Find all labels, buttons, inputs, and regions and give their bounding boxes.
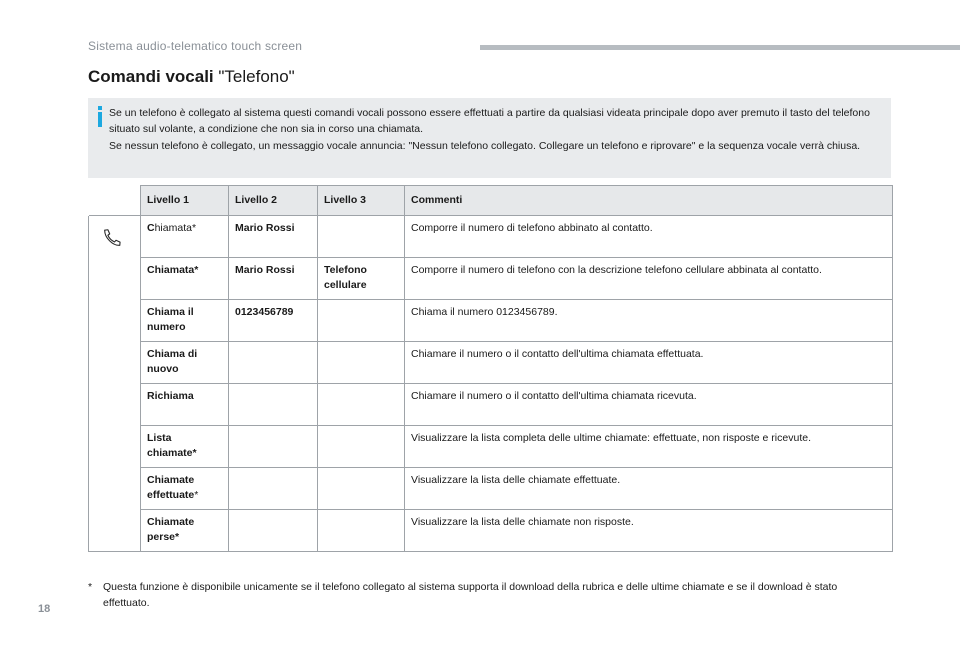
footnote-marker: *	[88, 581, 93, 593]
info-text	[109, 105, 887, 154]
level2-cell	[229, 384, 318, 426]
info-paragraph: Se nessun telefono è collegato, un messaggio vocale annuncia: "Nessun telefono collegato. Collegare un telefono e riprovare" e la sequenza vocale verrà chiusa.	[109, 139, 861, 152]
level1-cell	[141, 258, 229, 300]
comment-cell: Chiama il numero 0123456789.	[405, 300, 893, 342]
section-title-main: Comandi vocali	[88, 67, 219, 86]
level1-cell	[141, 468, 229, 510]
level1-cell	[141, 510, 229, 552]
table-row	[89, 468, 893, 510]
level2-cell	[229, 468, 318, 510]
level3-cell	[318, 300, 405, 342]
icon-cell	[89, 216, 141, 552]
level3-cell	[318, 426, 405, 468]
level1-plain: *	[194, 489, 199, 501]
info-box	[88, 98, 891, 178]
table-header-empty	[89, 186, 141, 216]
table-row	[89, 510, 893, 552]
level2-cell: Mario Rossi	[229, 216, 318, 258]
table-header: Livello 3	[318, 186, 405, 216]
level3-cell	[318, 510, 405, 552]
table-row	[89, 384, 893, 426]
table-row	[89, 426, 893, 468]
level1-bold: Lista chiamate*	[147, 432, 197, 459]
table-row	[89, 342, 893, 384]
section-title	[88, 67, 295, 87]
page-number: 18	[38, 603, 51, 615]
phone-icon	[101, 227, 123, 249]
level2-cell	[229, 426, 318, 468]
level1-bold: Chiama di nuovo	[147, 348, 198, 375]
comment-cell: Comporre il numero di telefono abbinato al contatto.	[405, 216, 893, 258]
level2-cell: 0123456789	[229, 300, 318, 342]
table-header: Livello 2	[229, 186, 318, 216]
table-row	[89, 258, 893, 300]
table-header: Livello 1	[141, 186, 229, 216]
info-icon	[96, 106, 104, 126]
info-paragraph: Se un telefono è collegato al sistema questi comandi vocali possono essere effettuati a partire da qualsiasi videata principale dopo aver premuto il tasto del telefono situato sul volante, a condizione che non sia in corso una chiamata.	[109, 107, 870, 136]
level1-bold: Chiama il numero	[147, 306, 194, 333]
comment-cell: Chiamare il numero o il contatto dell'ultima chiamata effettuata.	[405, 342, 893, 384]
level1-bold: C	[147, 222, 155, 234]
level3-cell	[318, 342, 405, 384]
level2-cell	[229, 342, 318, 384]
level1-cell	[141, 216, 229, 258]
level1-cell	[141, 426, 229, 468]
level3-cell	[318, 216, 405, 258]
level1-cell	[141, 384, 229, 426]
comment-cell: Comporre il numero di telefono con la descrizione telefono cellulare abbinata al contatto.	[405, 258, 893, 300]
level1-cell	[141, 300, 229, 342]
level3-cell: Telefono cellulare	[318, 258, 405, 300]
level1-plain: hiamata*	[154, 222, 197, 234]
footnote-text: Questa funzione è disponibile unicamente se il telefono collegato al sistema supporta il download della rubrica e delle ultime chiamate e se il download è stato effettuato.	[103, 581, 838, 609]
level1-bold: Chiamate effettuate	[147, 474, 195, 501]
level1-bold: Chiamate perse*	[147, 516, 195, 543]
comment-cell: Visualizzare la lista delle chiamate effettuate.	[405, 468, 893, 510]
voice-commands-table	[88, 185, 893, 552]
level1-bold: Richiama	[147, 390, 194, 402]
running-header: Sistema audio-telematico touch screen	[88, 39, 303, 53]
comment-cell: Chiamare il numero o il contatto dell'ultima chiamata ricevuta.	[405, 384, 893, 426]
level1-cell	[141, 342, 229, 384]
level3-cell	[318, 468, 405, 510]
level3-cell	[318, 384, 405, 426]
section-title-quoted: "Telefono"	[218, 67, 295, 86]
header-bar	[480, 45, 960, 50]
footnote	[88, 579, 878, 611]
comment-cell: Visualizzare la lista completa delle ultime chiamate: effettuate, non risposte e ricevute.	[405, 426, 893, 468]
table-row	[89, 216, 893, 258]
level2-cell	[229, 510, 318, 552]
table-row	[89, 300, 893, 342]
level2-cell: Mario Rossi	[229, 258, 318, 300]
level1-bold: Chiamata*	[147, 264, 199, 276]
table-header-row	[89, 186, 893, 216]
comment-cell: Visualizzare la lista delle chiamate non risposte.	[405, 510, 893, 552]
table-header: Commenti	[405, 186, 893, 216]
